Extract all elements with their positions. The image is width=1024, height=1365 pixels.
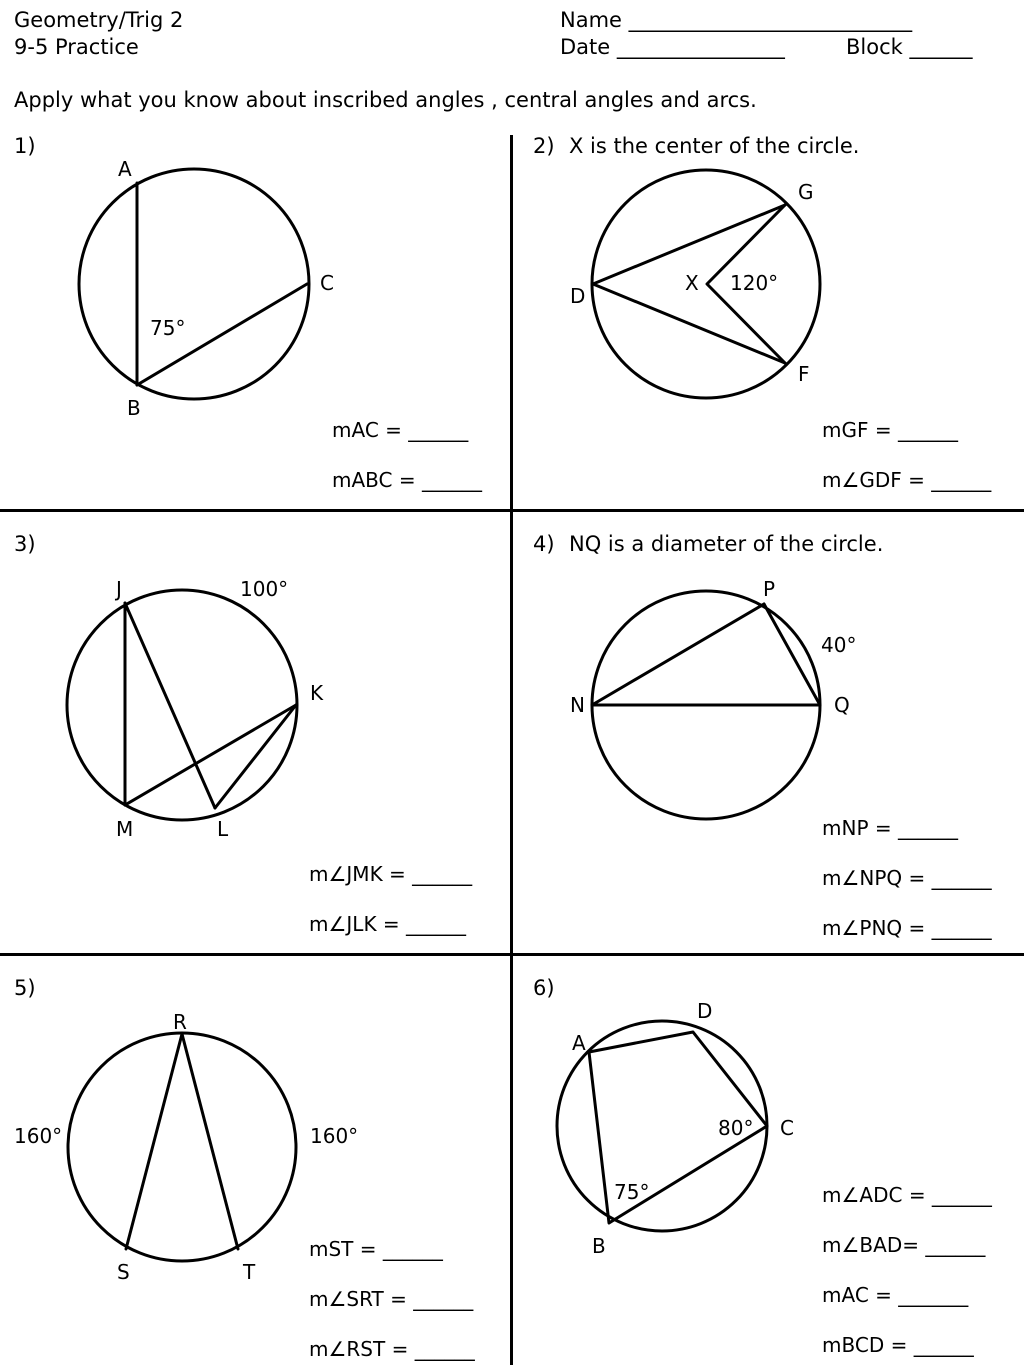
question-3a[interactable]: m∠JMK = ______ [309, 862, 473, 886]
question-3b[interactable]: m∠JLK = ______ [309, 912, 467, 936]
point-l-label: L [217, 817, 229, 841]
point-p-label: P [763, 577, 776, 601]
problem-4-prompt: NQ is a diameter of the circle. [569, 532, 884, 556]
center-x-label: X [685, 271, 699, 295]
arc-right-label: 160° [310, 1124, 359, 1148]
central-angle-label: 120° [730, 271, 779, 295]
point-c-label: C [780, 1116, 794, 1140]
block-field[interactable]: Block ______ [846, 35, 973, 59]
question-4c[interactable]: m∠PNQ = ______ [822, 916, 992, 940]
question-2a[interactable]: mGF = ______ [822, 418, 958, 442]
angle-a-label: 75° [614, 1180, 650, 1204]
problem-1-number: 1) [14, 134, 36, 158]
question-1b[interactable]: mABC = ______ [332, 468, 482, 492]
question-6a[interactable]: m∠ADC = ______ [822, 1183, 992, 1207]
question-5a[interactable]: mST = ______ [309, 1237, 443, 1261]
question-1a[interactable]: mAC = ______ [332, 418, 469, 442]
arc-left-label: 160° [14, 1124, 63, 1148]
problem-5-figure [68, 1033, 296, 1261]
question-5b[interactable]: m∠SRT = ______ [309, 1287, 474, 1311]
point-n-label: N [570, 693, 585, 717]
circle-5 [68, 1033, 296, 1261]
problem-4-number: 4) [533, 532, 555, 556]
chord-pq [764, 604, 820, 705]
point-d-label: D [570, 284, 586, 308]
question-6c[interactable]: mAC = _______ [822, 1283, 969, 1307]
name-field[interactable]: Name ___________________________ [560, 8, 913, 32]
problem-1-figure [79, 169, 309, 399]
problem-2-number: 2) [533, 134, 555, 158]
problem-2-prompt: X is the center of the circle. [569, 134, 860, 158]
point-a-label: A [118, 157, 132, 181]
problem-6-number: 6) [533, 976, 555, 1000]
point-b-label: B [592, 1234, 606, 1258]
circle-3 [67, 590, 297, 820]
chord-mk [125, 705, 296, 805]
point-f-label: F [798, 362, 810, 386]
angle-d-label: 80° [718, 1116, 754, 1140]
question-6b[interactable]: m∠BAD= ______ [822, 1233, 986, 1257]
question-2b[interactable]: m∠GDF = ______ [822, 468, 992, 492]
angle-label: 75° [150, 316, 186, 340]
problem-3-figure [67, 590, 297, 820]
course-title: Geometry/Trig 2 [14, 8, 184, 32]
chord-np [592, 604, 764, 705]
point-m-label: M [116, 817, 134, 841]
point-q-label: Q [834, 693, 850, 717]
point-s-label: S [117, 1260, 130, 1284]
point-t-label: T [243, 1260, 256, 1284]
point-r-label: R [173, 1010, 187, 1034]
problem-2-figure [592, 170, 820, 398]
question-6d[interactable]: mBCD = ______ [822, 1333, 974, 1357]
point-k-label: K [310, 681, 324, 705]
point-g-label: G [798, 180, 814, 204]
point-b-label: B [127, 396, 141, 420]
point-c-label: C [320, 271, 334, 295]
question-5c[interactable]: m∠RST = ______ [309, 1337, 475, 1361]
date-field[interactable]: Date ________________ [560, 35, 785, 59]
instructions: Apply what you know about inscribed angles , central angles and arcs. [14, 88, 757, 112]
lesson-title: 9-5 Practice [14, 35, 139, 59]
circle-1 [79, 169, 309, 399]
problem-4-figure [592, 591, 820, 819]
problem-5-number: 5) [14, 976, 36, 1000]
point-j-label: J [116, 577, 122, 601]
problem-3-number: 3) [14, 532, 36, 556]
arc-label: 40° [821, 633, 857, 657]
point-d-label: D [697, 999, 713, 1023]
inscribed-angle-srt [126, 1034, 238, 1249]
question-4a[interactable]: mNP = ______ [822, 816, 958, 840]
point-a-label: A [572, 1031, 586, 1055]
arc-label: 100° [240, 577, 289, 601]
question-4b[interactable]: m∠NPQ = ______ [822, 866, 992, 890]
